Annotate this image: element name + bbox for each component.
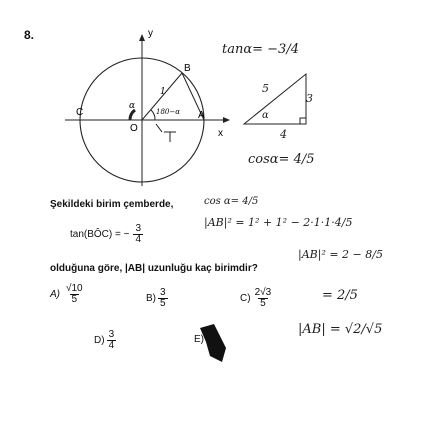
angle-arc [151, 110, 155, 120]
hand-law-text: |AB|² = 1² + 1² − 2·1·1· [204, 216, 335, 229]
x-axis-arrow [223, 117, 230, 123]
formula-lhs: tan(BÔC) = − [70, 229, 130, 240]
option-b-letter: B) [146, 293, 156, 304]
label-A: A [198, 110, 205, 121]
label-C: C [76, 107, 84, 118]
hand-answer: |AB| = √2/√5 [298, 322, 383, 337]
hand-tri-opp: 3 [306, 92, 313, 105]
option-c-num: 2√3 [254, 287, 272, 298]
option-c-den: 5 [260, 298, 266, 309]
unit-circle-figure [60, 28, 230, 198]
option-a-letter: A) [50, 289, 60, 300]
option-d-letter: D) [94, 335, 105, 346]
option-c[interactable] [240, 288, 275, 309]
formula-den: 4 [135, 234, 142, 245]
hand-cos-inline-text: cos α= [204, 196, 243, 207]
hand-triangle [232, 66, 332, 136]
option-c-letter: C) [240, 293, 251, 304]
stem-line-2 [50, 263, 258, 274]
formula-fraction [133, 224, 143, 245]
hand-cos-note: cosα= 4/5 [248, 152, 315, 167]
stem-text-1: Şekildeki birim çemberde, [50, 199, 174, 210]
scribble-mark [196, 322, 232, 366]
hand-tri-alpha: α [262, 110, 269, 121]
option-a-den: 5 [71, 294, 78, 305]
hand-tri-hyp: 5 [262, 82, 269, 95]
option-d-num: 3 [108, 329, 115, 340]
option-d-fraction [107, 330, 117, 351]
label-x: x [218, 128, 223, 139]
hand-cos-inline [204, 196, 258, 207]
angle-arc-alpha [130, 110, 135, 120]
option-b-num: 3 [160, 287, 166, 298]
label-y: y [148, 28, 153, 39]
label-B: B [184, 63, 191, 74]
formula-num: 3 [135, 223, 142, 234]
hand-cos-inline-value: 4/5 [242, 196, 259, 207]
option-a-fraction [64, 284, 85, 305]
label-alpha: α [129, 101, 136, 111]
stem-line-1 [50, 199, 173, 210]
option-d[interactable] [94, 330, 118, 351]
y-axis-arrow [139, 34, 145, 41]
hand-tri-adj: 4 [280, 128, 287, 141]
tick-mark [156, 124, 162, 132]
option-a-num: √10 [66, 283, 83, 294]
option-b-den: 5 [160, 298, 166, 309]
hand-eq-frac: = 2/5 [322, 288, 358, 303]
option-a[interactable] [50, 284, 87, 305]
hand-tan-note: tanα= −3/4 [222, 42, 299, 57]
hand-law-cosines [204, 216, 352, 229]
label-O: O [130, 123, 138, 134]
option-b-fraction [158, 288, 168, 309]
option-c-fraction [253, 288, 274, 309]
option-d-den: 4 [108, 340, 115, 351]
hand-ab-squared: |AB|² = 2 − 8/5 [298, 248, 383, 261]
option-e-letter: E) [194, 334, 204, 345]
hand-law-frac: 4/5 [334, 216, 353, 229]
label-angle: 180−α [156, 108, 180, 116]
label-radius-1: 1 [160, 87, 166, 97]
question-number: 8. [24, 28, 35, 42]
option-b[interactable] [146, 288, 170, 309]
stem-text-2: olduğuna göre, |AB| uzunluğu kaç birimdir? [50, 263, 258, 274]
given-formula [70, 224, 145, 245]
